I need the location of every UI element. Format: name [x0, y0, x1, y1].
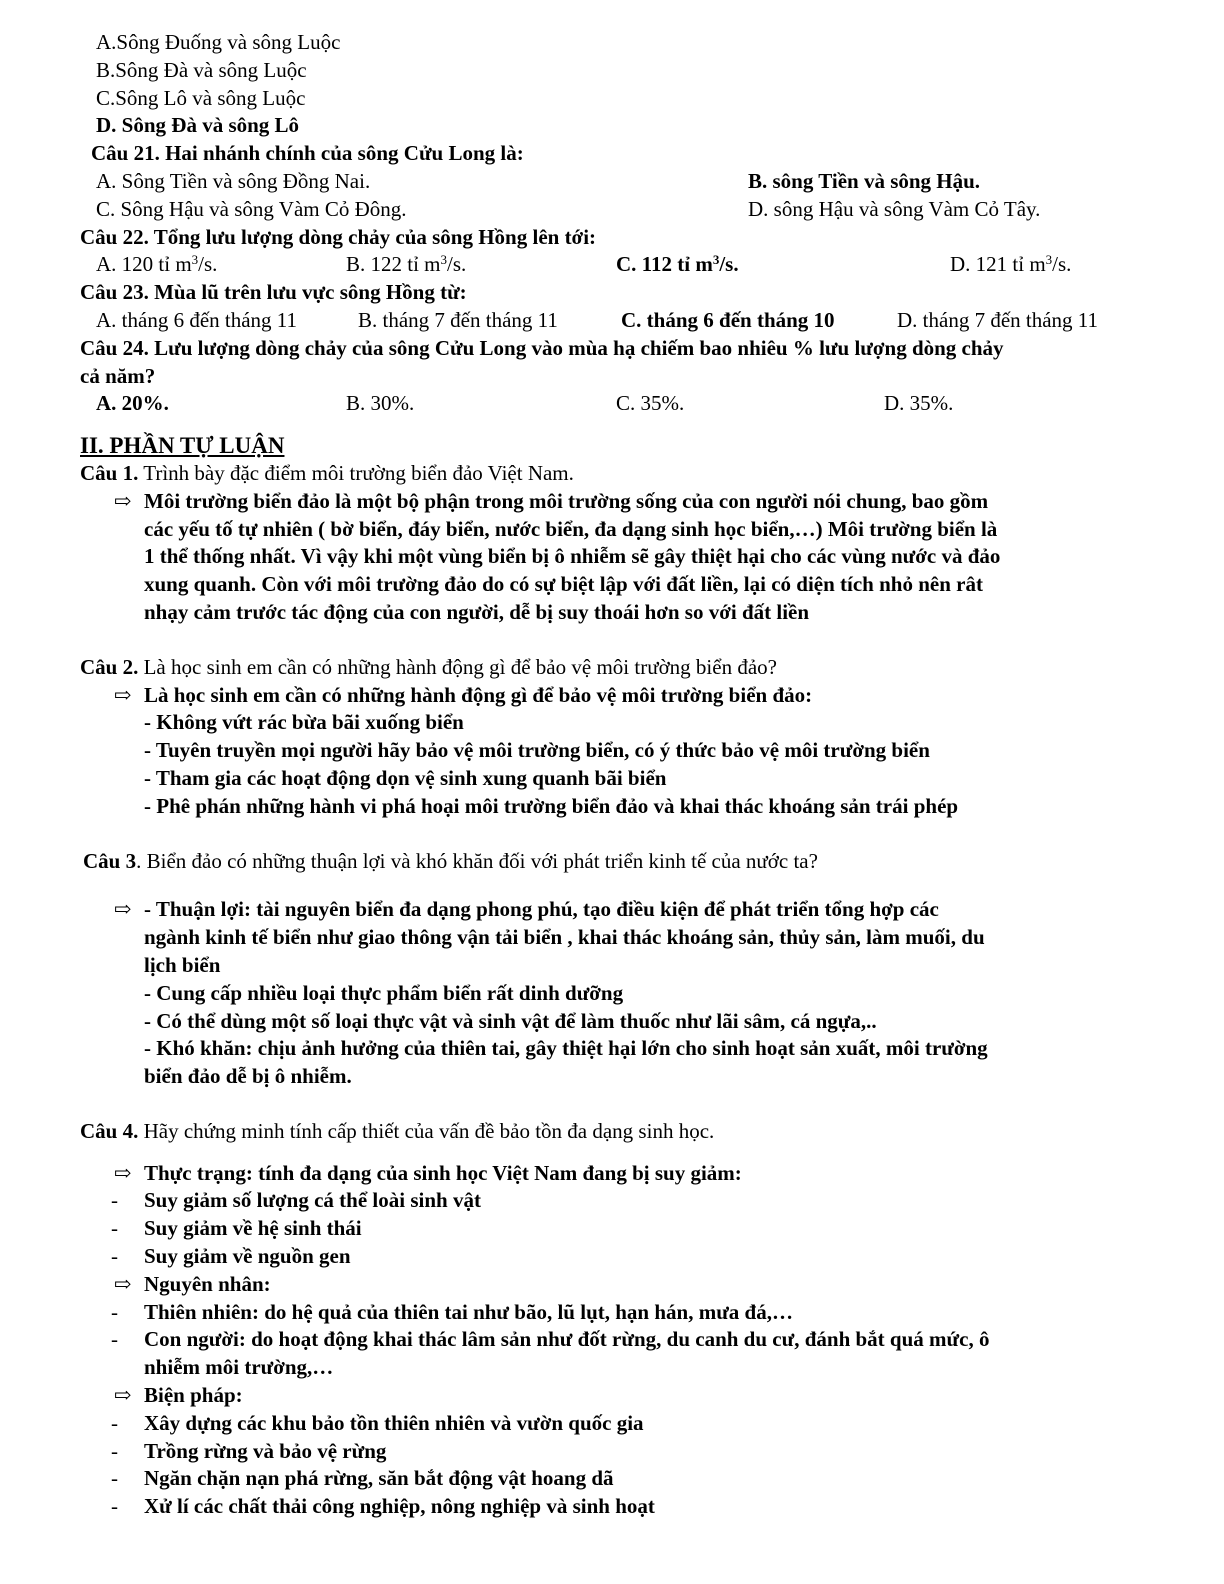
q22-question: Câu 22. Tổng lưu lượng dòng chảy của sông Hồng lên tới: — [80, 224, 597, 249]
arrow-icon: ⇨ — [114, 488, 132, 513]
essay-q4-nguyen-nhan-item-1 — [0, 1299, 1224, 1327]
q24-question-line-2: cả năm? — [80, 363, 156, 388]
essay-q4-bien-phap-item-2-text: Trồng rừng và bảo vệ rừng — [144, 1438, 387, 1463]
essay-q4-bien-phap-item-3 — [0, 1465, 1224, 1493]
arrow-icon: ⇨ — [114, 897, 132, 922]
essay-q3 — [0, 848, 1224, 876]
document-page — [0, 29, 1224, 1521]
essay-q4-thuc-trang-item-1-text: Suy giảm số lượng cá thể loài sinh vật — [144, 1188, 481, 1213]
q21-option-a: A. Sông Tiền và sông Đồng Nai. — [96, 168, 371, 193]
section-heading: II. PHẦN TỰ LUẬN — [80, 433, 285, 459]
essay-q4-bien-phap-item-1 — [0, 1410, 1224, 1438]
dash-bullet: - — [111, 1188, 118, 1213]
essay-q4-thuc-trang-text: Thực trạng: tính đa dạng của sinh học Việt Nam đang bị suy giảm: — [144, 1160, 742, 1185]
arrow-icon: ⇨ — [114, 1271, 132, 1296]
essay-q4 — [0, 1118, 1224, 1146]
essay-q2 — [0, 654, 1224, 682]
q21-option-d: D. sông Hậu và sông Vàm Cỏ Tây. — [748, 196, 1041, 221]
essay-q4-bien-phap-item-4-text: Xử lí các chất thải công nghiệp, nông nghiệp và sinh hoạt — [144, 1494, 655, 1519]
dash-bullet: - — [111, 1438, 118, 1463]
q22-option-c-tail: /s. — [719, 252, 739, 277]
q24-option-c: C. 35%. — [616, 391, 685, 416]
q24-option-d: D. 35%. — [884, 391, 954, 416]
essay-q1-answer-line-5: nhạy cảm trước tác động của con người, dễ bị suy thoái hơn so với đất liền — [144, 599, 810, 624]
essay-q4-bien-phap-item-2 — [0, 1438, 1224, 1466]
essay-q1-answer-line-2: các yếu tố tự nhiên ( bờ biển, đáy biển, nước biển, đa dạng sinh học biển,…) Môi trường biển là — [144, 516, 998, 541]
essay-q4-bien-phap-text: Biện pháp: — [144, 1383, 243, 1408]
q23-question: Câu 23. Mùa lũ trên lưu vực sông Hồng từ: — [80, 280, 467, 305]
q22-option-b-sup: 3 — [440, 252, 448, 268]
essay-q2-answer-line-2: - Tuyên truyền mọi người hãy bảo vệ môi trường biển, có ý thức bảo vệ môi trường biển — [144, 738, 930, 763]
q22-option-d-text: D. 121 tỉ m — [950, 252, 1046, 277]
essay-q4-bien-phap-item-4 — [0, 1493, 1224, 1521]
q23-option-a: A. tháng 6 đến tháng 11 — [96, 307, 298, 332]
dash-bullet: - — [111, 1466, 118, 1491]
q21-option-c: C. Sông Hậu và sông Vàm Cỏ Đông. — [96, 196, 407, 221]
q20-option-b: B.Sông Đà và sông Luộc — [96, 57, 307, 82]
essay-q4-nguyen-nhan-item-2-text: Con người: do hoạt động khai thác lâm sản như đốt rừng, du canh du cư, đánh bắt quá mức, ô — [144, 1327, 990, 1352]
essay-q3-answer-line-3: lịch biển — [144, 952, 221, 977]
essay-q4-nguyen-nhan-item-1-text: Thiên nhiên: do hệ quả của thiên tai như bão, lũ lụt, hạn hán, mưa đá,… — [144, 1299, 793, 1324]
essay-q4-nguyen-nhan-head — [0, 1271, 1224, 1299]
q23-option-c: C. tháng 6 đến tháng 10 — [621, 307, 835, 332]
arrow-icon: ⇨ — [114, 682, 132, 707]
essay-q1-label: Câu 1. — [80, 460, 139, 485]
q24-question-line-1: Câu 24. Lưu lượng dòng chảy của sông Cửu Long vào mùa hạ chiếm bao nhiêu % lưu lượng dòng chảy — [80, 335, 1004, 360]
essay-q2-answer-head — [0, 682, 1224, 710]
arrow-icon: ⇨ — [114, 1160, 132, 1185]
q24-option-b: B. 30%. — [346, 391, 415, 416]
q23-option-b: B. tháng 7 đến tháng 11 — [358, 307, 558, 332]
q22-option-a-text: A. 120 tỉ m — [96, 252, 192, 277]
essay-q4-nguyen-nhan-text: Nguyên nhân: — [144, 1271, 271, 1296]
q20-option-c: C.Sông Lô và sông Luộc — [96, 85, 306, 110]
q22-option-a-sup: 3 — [191, 252, 199, 268]
q21-options-row-2 — [0, 196, 1224, 224]
essay-q4-nguyen-nhan-item-2 — [0, 1326, 1224, 1354]
essay-q4-label: Câu 4. — [80, 1118, 139, 1143]
q22-option-b — [346, 251, 466, 279]
essay-q1-answer-line-1 — [0, 488, 1224, 516]
essay-q4-bien-phap-item-1-text: Xây dựng các khu bảo tồn thiên nhiên và vườn quốc gia — [144, 1410, 644, 1435]
essay-q3-answer-line-7: biển đảo dễ bị ô nhiễm. — [144, 1064, 352, 1089]
essay-q4-text: Hãy chứng minh tính cấp thiết của vấn đề bảo tồn đa dạng sinh học. — [138, 1118, 715, 1143]
essay-q2-answer-line-3: - Tham gia các hoạt động dọn vệ sinh xung quanh bãi biển — [144, 765, 667, 790]
q21-question: Câu 21. Hai nhánh chính của sông Cửu Long là: — [91, 141, 524, 166]
essay-q3-answer-line-4: - Cung cấp nhiều loại thực phẩm biển rất dinh dưỡng — [144, 980, 624, 1005]
q22-option-c — [616, 251, 739, 279]
dash-bullet: - — [111, 1410, 118, 1435]
q22-option-d-sup: 3 — [1045, 252, 1053, 268]
q22-options-row — [0, 251, 1224, 279]
essay-q4-thuc-trang-item-3-text: Suy giảm về nguồn gen — [144, 1244, 351, 1269]
essay-q3-answer-text-1: - Thuận lợi: tài nguyên biển đa dạng phong phú, tạo điều kiện để phát triển tổng hợp các — [144, 897, 939, 922]
q22-option-a — [96, 251, 217, 279]
q22-option-a-tail: /s. — [198, 252, 218, 277]
essay-q2-answer-line-4: - Phê phán những hành vi phá hoại môi trường biển đảo và khai thác khoáng sản trái phép — [144, 793, 959, 818]
essay-q1-text: Trình bày đặc điểm môi trường biển đảo Việt Nam. — [138, 460, 574, 485]
essay-q1-answer-line-3: 1 thể thống nhất. Vì vậy khi một vùng biển bị ô nhiễm sẽ gây thiệt hại cho các vùng nước và đảo — [144, 544, 1001, 569]
q20-option-d: D. Sông Đà và sông Lô — [96, 113, 300, 138]
q23-options-row — [0, 307, 1224, 335]
essay-q1 — [0, 460, 1224, 488]
essay-q3-answer-line-2: ngành kinh tế biển như giao thông vận tải biển , khai thác khoáng sản, thủy sản, làm muối, du — [144, 925, 985, 950]
q22-option-b-tail: /s. — [447, 252, 467, 277]
essay-q4-bien-phap-item-3-text: Ngăn chặn nạn phá rừng, săn bắt động vật hoang dã — [144, 1466, 614, 1491]
q24-options-row — [0, 390, 1224, 418]
essay-q4-nguyen-nhan-item-2-cont: nhiễm môi trường,… — [144, 1355, 334, 1380]
q20-option-a: A.Sông Đuống và sông Luộc — [96, 30, 341, 54]
essay-q2-text: Là học sinh em cần có những hành động gì để bảo vệ môi trường biển đảo? — [138, 654, 777, 679]
q22-option-d — [950, 251, 1071, 279]
essay-q1-answer-line-4: xung quanh. Còn với môi trường đảo do có sự biệt lập với đất liền, lại có diện tích nhỏ nên rât — [144, 572, 983, 597]
essay-q1-answer-text-1: Môi trường biển đảo là một bộ phận trong môi trường sống của con người nói chung, bao gồm — [144, 488, 989, 513]
essay-q3-answer-line-5: - Có thể dùng một số loại thực vật và sinh vật để làm thuốc như lãi sâm, cá ngựa,.. — [144, 1008, 877, 1033]
q22-option-c-sup: 3 — [712, 252, 720, 268]
q23-option-d: D. tháng 7 đến tháng 11 — [897, 307, 1099, 332]
q22-option-c-text: C. 112 tỉ m — [616, 252, 713, 277]
essay-q3-label: Câu 3 — [83, 848, 137, 873]
dash-bullet: - — [111, 1494, 118, 1519]
dash-bullet: - — [111, 1327, 118, 1352]
essay-q3-answer-line-1 — [0, 896, 1224, 924]
q22-option-d-tail: /s. — [1052, 252, 1072, 277]
arrow-icon: ⇨ — [114, 1383, 132, 1408]
dash-bullet: - — [111, 1216, 118, 1241]
dash-bullet: - — [111, 1244, 118, 1269]
essay-q4-thuc-trang-item-1 — [0, 1187, 1224, 1215]
essay-q4-thuc-trang-item-2-text: Suy giảm về hệ sinh thái — [144, 1216, 362, 1241]
essay-q2-answer-head-text: Là học sinh em cần có những hành động gì để bảo vệ môi trường biển đảo: — [144, 682, 813, 707]
q22-option-b-text: B. 122 tỉ m — [346, 252, 441, 277]
essay-q4-thuc-trang-item-3 — [0, 1243, 1224, 1271]
essay-q2-answer-line-1: - Không vứt rác bừa bãi xuống biển — [144, 710, 464, 735]
essay-q3-text: . Biển đảo có những thuận lợi và khó khăn đối với phát triển kinh tế của nước ta? — [136, 848, 818, 873]
q21-options-row-1 — [0, 168, 1224, 196]
essay-q4-thuc-trang-item-2 — [0, 1215, 1224, 1243]
q21-option-b: B. sông Tiền và sông Hậu. — [748, 168, 981, 193]
dash-bullet: - — [111, 1299, 118, 1324]
essay-q3-answer-line-6: - Khó khăn: chịu ảnh hưởng của thiên tai, gây thiệt hại lớn cho sinh hoạt sản xuất, môi trường — [144, 1036, 988, 1061]
essay-q2-label: Câu 2. — [80, 654, 139, 679]
essay-q4-bien-phap-head — [0, 1382, 1224, 1410]
essay-q4-thuc-trang-head — [0, 1160, 1224, 1188]
q24-option-a: A. 20%. — [96, 391, 169, 416]
